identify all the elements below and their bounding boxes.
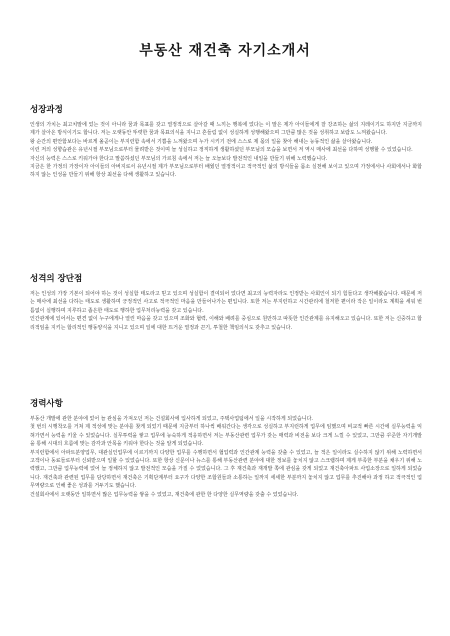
paragraph: 첫 번의 시행착오를 거쳐 제 적성에 맞는 분야를 찾게 되었기 때문에 지금부터 하나씩 배워간다는 생각으로 성실하고 부지런하게 업무에 임했으며 비교적 빠른 시간에 실무능력을 익혀가면서 능력을 키울 수 있었습니다. 실무투력을 쌓고 업무에 능숙하게 적응하면서 저는 부동산관련 업무가 갖는 매력과 비전을 보다 크게 느낄 수 있었고, 그만큼 꾸준한 자기개발을 통해 시대의 흐름에 맞는 감각과 안목을 키워야 한다는 것을 알게 되었습니다. (30, 424, 422, 448)
section-career (30, 397, 422, 499)
paragraph: 부동산 개발에 관한 분야에 었어 늘 관심을 가져오던 저는 건설회사에 입사하게 되었고, 주택사업팀에서 일을 시작하게 되었습니다. (30, 416, 314, 422)
paragraph: 저는 인성의 가장 기본이 되어야 하는 것이 성실함 태도라고 믿고 있으며 성실함이 결여되어 었다면 최고의 능력자라도 인정받는 사회인이 되기 힘들다고 생각해왔습니다. 때문에 저는 매사에 최선을 다하는 태도로 생활하며 긍정적인 사고로 적극적인 마음을 만들어나가는 편입니다. 또한 저는 부지런하고 시간관리에 철저한 편이라 작은 일이라도 계획을 세워 번틈없이 실행하며 지루하고 좁은한 태도로 행하한 업무처리능력을 갖고 있습니다. (30, 291, 422, 314)
paragraph: 왕 순간의 편안함보다는 바르게 올곧이는 부지런함 속에서 기쁨을 느껴왔으며 누가 시키기 전에 스스로 제 몫의 일을 찾아 해내는 능동적인 삶을 살아왔습니다. (30, 138, 373, 145)
paragraph: 자신의 능력은 스스로 키워가야 한다고 말씀하셨던 부모님의 가르침 속에서 저는 늘 오늘보다 발전적인 내일을 만들기 위해 노력했습니다. (30, 155, 328, 162)
paragraph: 이런 저의 성향습관은 유년시절 부모님으로부터 물려받은 것이며 늘 성실하고 정직하게 생활하셨던 부모님의 모습을 보면서 저 역시 매사에 최선을 다하며 성행할 수 있었습니다. (30, 147, 413, 154)
document-title: 부동산 재건축 자기소개서 (139, 43, 311, 59)
section-strengths (30, 272, 422, 332)
paragraph: 인간관계에 있어서는 편견 없이 누구에게나 열린 마음을 갖고 있으며 조화와 협력, 이해와 배려를 중심으로 원만하고 따뜻한 인간관계를 유지해오고 있습니다. 또한 저는 신중하고 합리적임을 지키는 합리적인 행동양식을 지니고 있으며 일에 대한 뜨거운 열정과 끈기, 투철한 책임의식도 갖추고 있습니다. (30, 316, 422, 331)
paragraph: 부지런함에서 아파트분양업무, 대관실인업무에 이르기까지 다양한 업무를 수행하면서 협업력과 인간관계 능력을 갖출 수 있었고, 늘 적은 일이라도 실수하지 않기 위해 노력하면서 고객이나 동료들로부터 신뢰받으며 일할 수 있었습니다. 또한 항상 신문이나 뉴스를 통해 부동산관련 분야에 대한 정보를 놓치지 않고 스크랩하며 제게 부족한 부분을 채우기 위해 노력했고, 그만큼 업무능력에 었어 늘 정체하지 않고 발전적인 모습을 가질 수 었었습니다. 그 후 재건축과 재개발 쪽에 관심을 갖게 되었고 재건축아파트 사업소장으로 일하게 되었습니다. 재건축과 관련된 업무를 담당하면서 재건축은 기획단계부터 요구가 다양한 조합원들과 소통하는 일까지 세세한 부분까지 놓치지 않고 업무를 추진해야 과정 하고 적극적인 업무역량으로 인해 좋은 성과를 거두기도 했습니다. (30, 449, 422, 490)
section-growth (30, 103, 422, 180)
section-heading: 경력사항 (30, 399, 63, 409)
paragraph: 인생의 가치는 최고치말에 었는 것이 아니라 꿈과 목표를 갖고 열정적으로 살아갈 때 느끼는 행복에 었다는 이 말은 제가 아이들에게 잘 강조하는 삶의 지레이기도 하지만 지금까지 제가 살아온 방식이기도 합니다. 저는 오랫동안 뚜렷한 꿈과 목표의식을 지니고 흔들림 없이 성실하게 성행해왔으며 그만큼 많은 것을 성취하고 보람도 느껴왔습니다. (30, 122, 422, 137)
section-heading: 성장과정 (30, 105, 63, 115)
section-heading: 성격의 장단점 (30, 274, 83, 284)
paragraph: 지금은 한 가정의 가장이자 아이들의 아버지로서 유년시절 제가 부모님으로부터 배웠던 열정적이고 적극적인 삶의 방식들을 몸소 실천해 보이고 있으며 가정에서나 사회에서나 화합하지 않는 인성을 만들기 위해 항상 최선을 다해 생활하고 있습니다. (30, 164, 422, 179)
paragraph: 건설회사에서 오랫동안 일하면서 많은 업무능력을 쌓을 수 었었고, 재건축에 관한 한 다양한 실무역량을 갖출 수 었었습니다. (30, 491, 299, 498)
